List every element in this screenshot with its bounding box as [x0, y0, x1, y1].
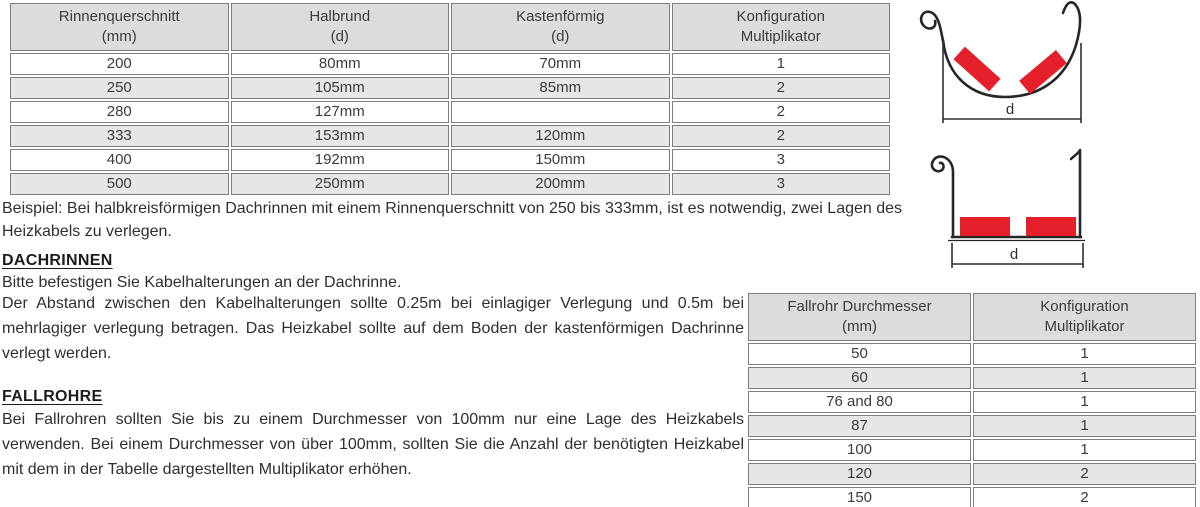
- table-cell: 85mm: [451, 77, 670, 99]
- heating-cable: [953, 47, 1000, 92]
- table-row: [10, 173, 890, 195]
- dachrinnen-line1: Bitte befestigen Sie Kabelhalterungen an der Dachrinne.: [2, 274, 402, 291]
- table-row: [10, 149, 890, 171]
- table-cell: 280: [10, 101, 229, 123]
- dimension-label: d: [1005, 101, 1015, 118]
- gutter-cross-section-table: [8, 1, 892, 197]
- table-cell: 250mm: [231, 173, 450, 195]
- table-cell: 1: [973, 439, 1196, 461]
- table-cell: 192mm: [231, 149, 450, 171]
- table-cell: 200: [10, 53, 229, 75]
- table-cell: 1: [973, 367, 1196, 389]
- header-cell: Konfiguration Multiplikator: [672, 3, 891, 51]
- dimension-line: [952, 243, 1083, 268]
- table-cell: 2: [973, 463, 1196, 485]
- table-cell: 100: [748, 439, 971, 461]
- gutter-left-curl: [921, 12, 943, 41]
- table-row: [748, 367, 1196, 389]
- dachrinnen-heading: DACHRINNEN: [2, 252, 113, 269]
- header-cell: Rinnenquerschnitt (mm): [10, 3, 229, 51]
- table-row: [748, 463, 1196, 485]
- table-header-row: [10, 3, 890, 51]
- table-row: [748, 415, 1196, 437]
- table-cell: 120: [748, 463, 971, 485]
- table-row: [748, 487, 1196, 507]
- table-cell: 150: [748, 487, 971, 507]
- beispiel-paragraph: Beispiel: Bei halbkreisförmigen Dachrinnen mit einem Rinnenquerschnitt von 250 bis 333mm, ist es notwendig, zwei Lagen des Heizkabels zu verlegen.: [2, 200, 903, 240]
- heating-cable: [960, 217, 1010, 236]
- dimension-label: d: [1009, 246, 1019, 263]
- table-cell: 333: [10, 125, 229, 147]
- table-row: [748, 343, 1196, 365]
- table-cell: 80mm: [231, 53, 450, 75]
- header-cell: Fallrohr Durchmesser (mm): [748, 293, 971, 341]
- table-row: [10, 77, 890, 99]
- downpipe-diameter-table: [746, 291, 1198, 507]
- fallrohre-heading: FALLROHRE: [2, 388, 103, 405]
- table-header-row: [748, 293, 1196, 341]
- table-cell: 250: [10, 77, 229, 99]
- table-cell: 1: [973, 343, 1196, 365]
- table-cell: 2: [672, 77, 891, 99]
- fallrohre-paragraph: Bei Fallrohren sollten Sie bis zu einem Durchmesser von 100mm nur eine Lage des Heizkabels verwenden. Bei einem Durchmesser von über 100mm, sollten Sie die Anzahl der benötigten Heizkabel mit dem in der Tabelle dargestellten Multiplikator erhöhen.: [2, 411, 744, 478]
- table-cell: 105mm: [231, 77, 450, 99]
- table-cell: 3: [672, 149, 891, 171]
- header-cell: Konfiguration Multiplikator: [973, 293, 1196, 341]
- table-cell: 150mm: [451, 149, 670, 171]
- table-cell: 1: [973, 415, 1196, 437]
- table-cell: 127mm: [231, 101, 450, 123]
- dachrinnen-paragraph: Der Abstand zwischen den Kabelhalterungen sollte 0.25m bei einlagiger Verlegung und 0.5m bei mehrlagiger verlegung betragen. Das Heizkabel sollte auf dem Boden der kastenförmigen Dachrinne verlegt werden.: [2, 295, 744, 362]
- table-cell: 200mm: [451, 173, 670, 195]
- table-cell: 500: [10, 173, 229, 195]
- table-cell: 87: [748, 415, 971, 437]
- table-cell: [451, 101, 670, 123]
- table-cell: 400: [10, 149, 229, 171]
- table-cell: 60: [748, 367, 971, 389]
- table-row: [748, 391, 1196, 413]
- halfround-gutter-diagram: [913, 0, 1095, 136]
- table-cell: 2: [973, 487, 1196, 507]
- table-cell: 3: [672, 173, 891, 195]
- table-cell: 2: [672, 125, 891, 147]
- table-cell: 2: [672, 101, 891, 123]
- table-cell: 153mm: [231, 125, 450, 147]
- table-cell: 70mm: [451, 53, 670, 75]
- table-row: [748, 439, 1196, 461]
- table-cell: 76 and 80: [748, 391, 971, 413]
- table-row: [10, 125, 890, 147]
- header-cell: Halbrund (d): [231, 3, 450, 51]
- table-cell: 120mm: [451, 125, 670, 147]
- table-row: [10, 101, 890, 123]
- table-cell: 1: [672, 53, 891, 75]
- header-cell: Kastenförmig (d): [451, 3, 670, 51]
- table-row: [10, 53, 890, 75]
- table-cell: 50: [748, 343, 971, 365]
- heating-cable: [1026, 217, 1076, 236]
- table-cell: 1: [973, 391, 1196, 413]
